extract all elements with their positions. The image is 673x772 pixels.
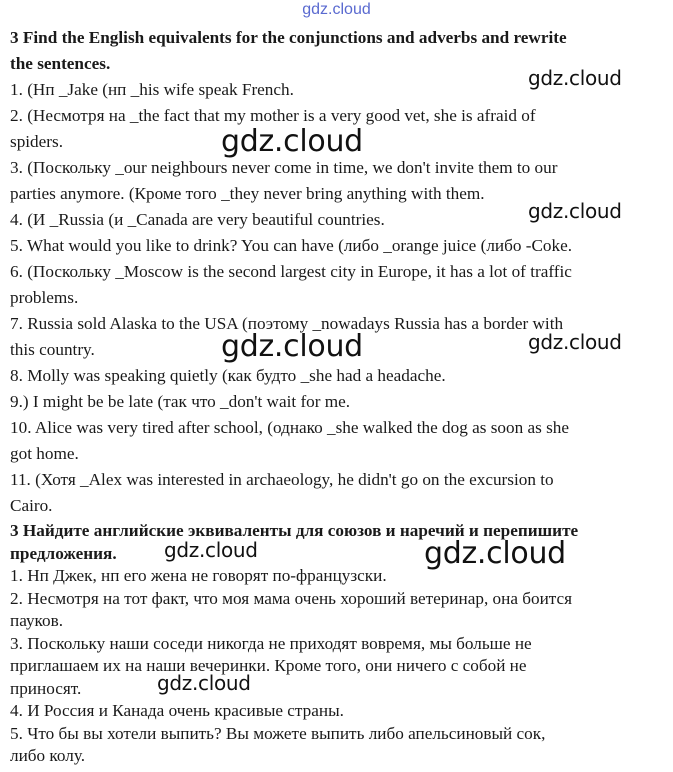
watermark: gdz.cloud bbox=[221, 124, 363, 159]
watermark: gdz.cloud bbox=[424, 536, 566, 571]
exercise-line: 10. Alice was very tired after school, (однако _she walked the dog as soon as she bbox=[10, 418, 570, 437]
exercise-line: приглашаем их на наши вечеринки. Кроме того, они ничего с собой не bbox=[10, 656, 527, 675]
exercise-line: parties anymore. (Кроме того _they never bring anything with them. bbox=[10, 184, 485, 203]
exercise-line: 7. Russia sold Alaska to the USA (поэтому _nowadays Russia has a border with bbox=[10, 314, 564, 333]
exercise-line: 1. Нп Джек, нп его жена не говорят по-французски. bbox=[10, 566, 387, 585]
exercise-line: 1. (Нп _Jake (нп _his wife speak French. bbox=[10, 80, 294, 99]
watermark-top: gdz.cloud bbox=[302, 1, 371, 18]
exercise-line: 6. (Поскольку _Moscow is the second largest city in Europe, it has a lot of traffic bbox=[10, 262, 572, 281]
exercise-heading-line: 3 Find the English equivalents for the conjunctions and adverbs and rewrite bbox=[10, 28, 567, 47]
watermark: gdz.cloud bbox=[157, 671, 251, 695]
watermark: gdz.cloud bbox=[221, 329, 363, 364]
exercise-heading-line: предложения. bbox=[10, 544, 117, 563]
exercise-line: пауков. bbox=[10, 611, 64, 630]
watermark: gdz.cloud bbox=[528, 66, 622, 90]
exercise-heading-line: 3 Найдите английские эквиваленты для союзов и наречий и перепишите bbox=[10, 521, 579, 540]
exercise-line: got home. bbox=[10, 444, 79, 463]
exercise-line: 9.) I might be be late (так что _don't wait for me. bbox=[10, 392, 351, 411]
exercise-line: problems. bbox=[10, 288, 79, 307]
watermark: gdz.cloud bbox=[528, 199, 622, 223]
exercise-line: либо колу. bbox=[10, 746, 86, 765]
exercise-line: this country. bbox=[10, 340, 95, 359]
exercise-line: 8. Molly was speaking quietly (как будто _she had a headache. bbox=[10, 366, 446, 385]
exercise-heading-line: the sentences. bbox=[10, 54, 111, 73]
watermark: gdz.cloud bbox=[164, 538, 258, 562]
watermark: gdz.cloud bbox=[528, 330, 622, 354]
exercise-line: 11. (Хотя _Alex was interested in archaeology, he didn't go on the excursion to bbox=[10, 470, 554, 489]
exercise-line: приносят. bbox=[10, 679, 82, 698]
exercise-line: spiders. bbox=[10, 132, 63, 151]
exercise-line: 2. Несмотря на тот факт, что моя мама очень хороший ветеринар, она боится bbox=[10, 589, 573, 608]
exercise-line: Cairo. bbox=[10, 496, 53, 515]
exercise-line: 2. (Несмотря на _the fact that my mother is a very good vet, she is afraid of bbox=[10, 106, 536, 125]
exercise-line: 3. Поскольку наши соседи никогда не приходят вовремя, мы больше не bbox=[10, 634, 532, 653]
exercise-line: 5. Что бы вы хотели выпить? Вы можете выпить либо апельсиновый сок, bbox=[10, 724, 546, 743]
exercise-line: 4. (И _Russia (и _Canada are very beautiful countries. bbox=[10, 210, 385, 229]
exercise-line: 5. What would you like to drink? You can have (либо _orange juice (либо -Coke. bbox=[10, 236, 573, 255]
exercise-line: 4. И Россия и Канада очень красивые страны. bbox=[10, 701, 344, 720]
exercise-line: 3. (Поскольку _our neighbours never come in time, we don't invite them to our bbox=[10, 158, 558, 177]
